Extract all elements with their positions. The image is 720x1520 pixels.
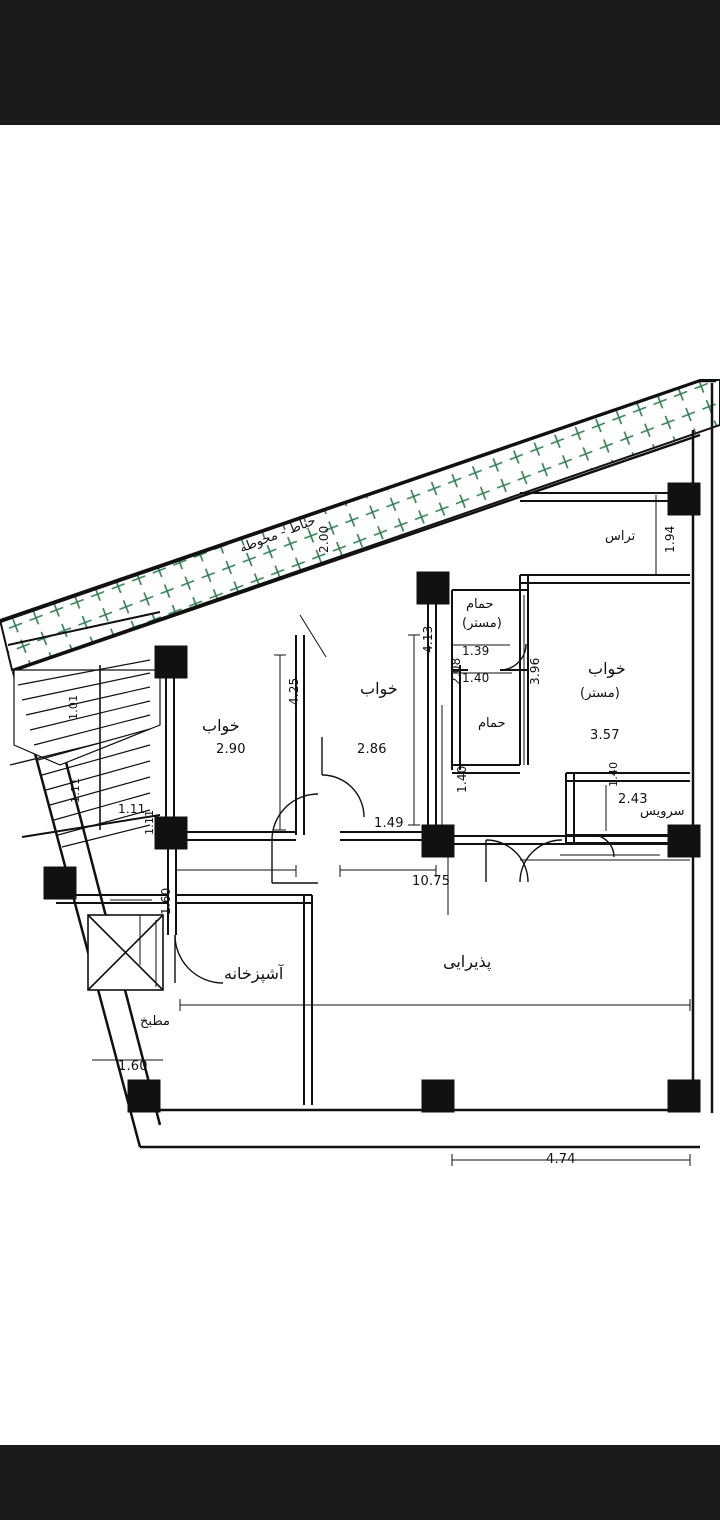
dim-4-13: 4.13: [421, 625, 435, 653]
room-master-bedroom-label-1: خواب: [588, 659, 626, 678]
room-terrace-label: تراس: [605, 529, 636, 544]
dim-1-40-wc: 1.40: [607, 761, 620, 787]
dim-1-11-c: 1.11: [143, 809, 156, 835]
dim-1-11-b: 1.11: [69, 777, 82, 803]
dim-1-39: 1.39: [462, 644, 490, 658]
dim-1-40-left: 1.40: [455, 765, 469, 793]
dim-2-86: 2.86: [357, 742, 387, 757]
top-letterbox-bar: [0, 0, 720, 125]
courtyard-strip: [0, 380, 720, 670]
room-master-bath-label-2: (مستر): [462, 616, 502, 631]
room-bedroom-middle-label: خواب: [360, 679, 398, 698]
dim-1-60-v: 1.60: [159, 887, 173, 915]
dim-4-25: 4.25: [287, 677, 301, 705]
courtyard-label: حیاط - محوطه: [237, 513, 318, 557]
dim-1-60-h: 1.60: [118, 1059, 148, 1074]
floor-plan-sheet[interactable]: [0, 125, 720, 1445]
dim-2-00: 2.00: [317, 525, 331, 553]
dim-1-40-top: 1.40: [462, 671, 490, 685]
room-kitchen-label: آشپزخانه: [224, 964, 284, 983]
dim-2-43: 2.43: [618, 792, 648, 807]
dim-10-75: 10.75: [412, 874, 451, 889]
room-living-label: پذیرایی: [443, 952, 492, 971]
room-kitchen-secondary-label: مطبخ: [140, 1014, 170, 1029]
dim-3-96: 3.96: [528, 657, 542, 685]
bottom-letterbox-bar: [0, 1445, 720, 1520]
room-bathroom-label: حمام: [478, 716, 506, 731]
dim-4-74: 4.74: [546, 1152, 576, 1167]
room-bedroom-left-label: خواب: [202, 716, 240, 735]
room-wc-label: سرویس: [640, 804, 685, 819]
dim-2-90: 2.90: [216, 742, 246, 757]
room-master-bedroom-label-2: (مستر): [580, 686, 620, 701]
room-master-bath-label-1: حمام: [466, 597, 494, 612]
dim-1-94: 1.94: [663, 525, 677, 553]
dim-1-11-a: 1.11: [118, 802, 146, 816]
dim-1-49: 1.49: [374, 816, 404, 831]
dim-3-57: 3.57: [590, 728, 620, 743]
dim-2-08: 2.08: [449, 657, 463, 685]
dim-1-01: 1.01: [67, 694, 80, 720]
elevator-shaft: [88, 915, 163, 990]
